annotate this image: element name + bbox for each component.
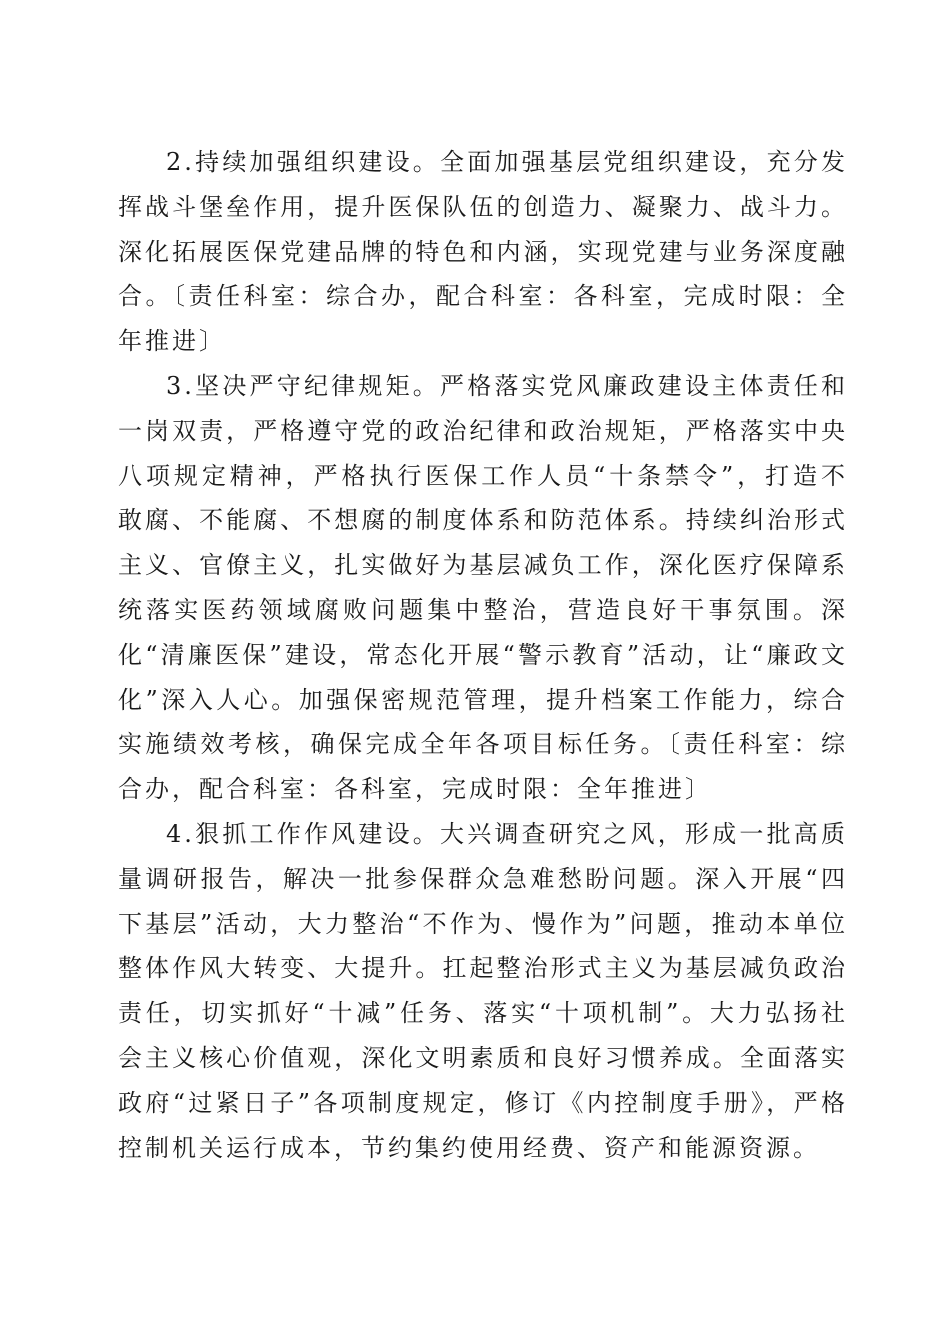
paragraph-organization-building: 2.持续加强组织建设。全面加强基层党组织建设，充分发挥战斗堡垒作用，提升医保队伍的创造力、凝聚力、战斗力。深化拓展医保党建品牌的特色和内涵，实现党建与业务深度融合。〔责任科室：综合办，配合科室：各科室，完成时限：全年推进〕 xyxy=(118,148,848,356)
paragraph-work-style: 4.狠抓工作作风建设。大兴调查研究之风，形成一批高质量调研报告，解决一批参保群众急难愁盼问题。深入开展“四下基层”活动，大力整治“不作为、慢作为”问题，推动本单位整体作风大转变、大提升。扛起整治形式主义为基层减负政治责任，切实抓好“十减”任务、落实“十项机制”。大力弘扬社会主义核心价值观，深化文明素质和良好习惯养成。全面落实政府“过紧日子”各项制度规定，修订《内控制度手册》，严格控制机关运行成本，节约集约使用经费、资产和能源资源。 xyxy=(118,819,848,1162)
document-page xyxy=(118,140,848,1170)
paragraph-discipline-rules: 3.坚决严守纪律规矩。严格落实党风廉政建设主体责任和一岗双责，严格遵守党的政治纪律和政治规矩，严格落实中央八项规定精神，严格执行医保工作人员“十条禁令”，打造不敢腐、不能腐、不想腐的制度体系和防范体系。持续纠治形式主义、官僚主义，扎实做好为基层减负工作，深化医疗保障系统落实医药领域腐败问题集中整治，营造良好干事氛围。深化“清廉医保”建设，常态化开展“警示教育”活动，让“廉政文化”深入人心。加强保密规范管理，提升档案工作能力，综合实施绩效考核，确保完成全年各项目标任务。〔责任科室：综合办，配合科室：各科室，完成时限：全年推进〕 xyxy=(118,371,848,804)
